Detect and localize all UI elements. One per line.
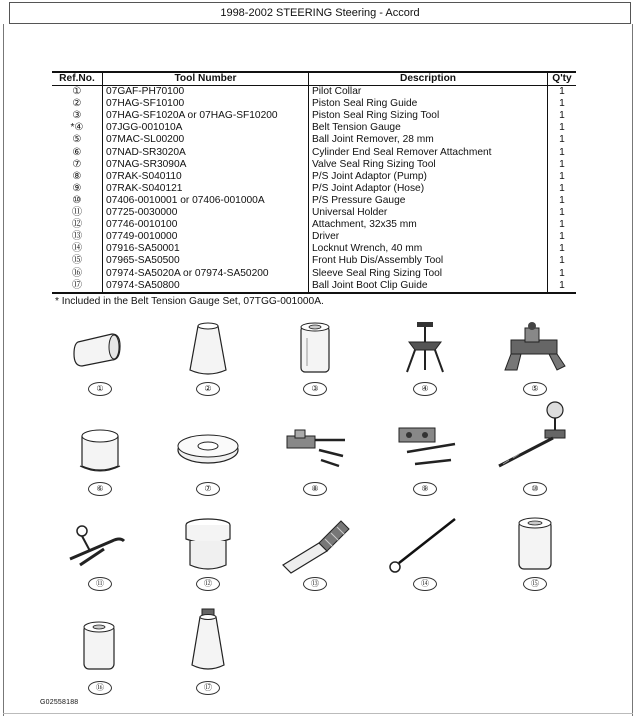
tool-illustration-2 — [168, 320, 248, 430]
table-row — [52, 207, 576, 219]
qty-cell: 1 — [559, 146, 565, 158]
description-cell: P/S Pressure Gauge — [309, 195, 548, 207]
tool-illustration-14 — [385, 515, 465, 625]
label-2: ② — [196, 382, 220, 396]
table-row — [52, 134, 576, 146]
table-row — [52, 98, 576, 110]
ref-cell: ⑰ — [52, 280, 103, 293]
header-tool-number: Tool Number — [103, 72, 309, 86]
ref-cell: ⑧ — [52, 171, 103, 183]
qty-cell: 1 — [559, 158, 565, 170]
ref-cell: ⑥ — [52, 147, 103, 159]
tool-number-cell: 07HAG-SF10100 — [103, 98, 309, 110]
qty-cell: 1 — [559, 122, 565, 134]
table-row — [52, 122, 576, 134]
description-cell: Belt Tension Gauge — [309, 122, 548, 134]
ball-joint-remover-icon — [495, 320, 575, 380]
table-row — [52, 243, 576, 255]
belt-tension-gauge-icon — [385, 320, 465, 380]
tool-number-cell: 07MAC-SL00200 — [103, 134, 309, 146]
qty-cell: 1 — [559, 170, 565, 182]
tool-illustration-8 — [275, 420, 355, 530]
qty-cell: 1 — [559, 231, 565, 243]
qty-cell: 1 — [559, 182, 565, 194]
qty-cell: 1 — [559, 98, 565, 110]
description-cell: Driver — [309, 231, 548, 243]
table-body — [52, 86, 576, 293]
label-6: ⑥ — [88, 482, 112, 496]
qty-cell: 1 — [559, 243, 565, 255]
sizing-tool-cylinder-icon — [275, 320, 355, 380]
ref-cell: ② — [52, 98, 103, 110]
table-row — [52, 195, 576, 207]
description-cell: Attachment, 32x35 mm — [309, 219, 548, 231]
right-border — [632, 24, 633, 716]
ref-cell: ⑩ — [52, 195, 103, 207]
table-row — [52, 159, 576, 171]
tool-illustration-11 — [60, 515, 140, 625]
description-cell: Pilot Collar — [309, 86, 548, 99]
tool-number-cell: 07749-0010000 — [103, 231, 309, 243]
ref-cell: ⑦ — [52, 159, 103, 171]
ref-cell: ⑪ — [52, 207, 103, 219]
qty-cell: 1 — [559, 207, 565, 219]
sleeve-sizing-tool-icon — [60, 615, 140, 675]
label-10: ⑩ — [523, 482, 547, 496]
tool-illustration-16 — [60, 615, 140, 725]
description-cell: Ball Joint Boot Clip Guide — [309, 280, 548, 293]
qty-cell: 1 — [559, 86, 565, 98]
table-row — [52, 280, 576, 293]
tool-illustration-3 — [275, 320, 355, 430]
page-header: 1998-2002 STEERING Steering - Accord — [9, 2, 631, 24]
tool-illustration-17 — [168, 605, 248, 715]
table-row — [52, 86, 576, 99]
ref-cell: ⑯ — [52, 268, 103, 280]
ref-cell: ⑬ — [52, 231, 103, 243]
qty-cell: 1 — [559, 267, 565, 279]
table-row — [52, 231, 576, 243]
qty-cell: 1 — [548, 280, 577, 293]
tool-illustration-13 — [275, 515, 355, 625]
left-border — [3, 24, 4, 716]
boot-clip-guide-icon — [168, 605, 248, 675]
ref-cell: ③ — [52, 110, 103, 122]
label-15: ⑮ — [523, 577, 547, 591]
locknut-wrench-icon — [385, 515, 465, 575]
tool-number-cell: 07RAK-S040110 — [103, 171, 309, 183]
description-cell: Piston Seal Ring Guide — [309, 98, 548, 110]
label-17: ⑰ — [196, 681, 220, 695]
header-qty: Q'ty — [548, 72, 577, 86]
tool-number-cell: 07406-0010001 or 07406-001000A — [103, 195, 309, 207]
table-row — [52, 171, 576, 183]
ref-cell: ⑭ — [52, 243, 103, 255]
tool-number-cell: 07HAG-SF1020A or 07HAG-SF10200 — [103, 110, 309, 122]
hub-tool-icon — [495, 515, 575, 575]
label-11: ⑪ — [88, 577, 112, 591]
ref-cell: ⑤ — [52, 134, 103, 146]
figure-code: G02558188 — [40, 699, 79, 706]
tool-number-cell: 07916-SA50001 — [103, 243, 309, 255]
label-13: ⑬ — [303, 577, 327, 591]
seal-remover-attachment-icon — [60, 420, 140, 480]
description-cell: Universal Holder — [309, 207, 548, 219]
tool-illustration-10 — [495, 400, 575, 510]
description-cell: P/S Joint Adaptor (Pump) — [309, 171, 548, 183]
description-cell: P/S Joint Adaptor (Hose) — [309, 183, 548, 195]
valve-seal-sizing-ring-icon — [168, 420, 248, 480]
label-9: ⑨ — [413, 482, 437, 496]
label-5: ⑤ — [523, 382, 547, 396]
tool-number-cell: 07NAD-SR3020A — [103, 147, 309, 159]
qty-cell: 1 — [559, 110, 565, 122]
table-row — [52, 147, 576, 159]
description-cell: Locknut Wrench, 40 mm — [309, 243, 548, 255]
tool-number-cell: 07725-0030000 — [103, 207, 309, 219]
description-cell: Cylinder End Seal Remover Attachment — [309, 147, 548, 159]
description-cell: Piston Seal Ring Sizing Tool — [309, 110, 548, 122]
tool-number-cell: 07974-SA5020A or 07974-SA50200 — [103, 268, 309, 280]
ref-cell: ⑨ — [52, 183, 103, 195]
tool-table — [52, 71, 576, 294]
joint-adaptor-pump-icon — [275, 420, 355, 480]
table-row — [52, 268, 576, 280]
tool-number-cell: 07GAF-PH70100 — [103, 86, 309, 99]
tool-number-cell: 07965-SA50500 — [103, 255, 309, 267]
qty-cell: 1 — [559, 219, 565, 231]
qty-cell: 1 — [559, 255, 565, 267]
ref-cell: ① — [52, 86, 103, 99]
pressure-gauge-icon — [495, 400, 575, 480]
tool-illustration-15 — [495, 515, 575, 625]
table-row — [52, 110, 576, 122]
driver-icon — [275, 515, 355, 575]
label-12: ⑫ — [196, 577, 220, 591]
tool-number-cell: 07RAK-S040121 — [103, 183, 309, 195]
universal-holder-icon — [60, 515, 140, 575]
description-cell: Front Hub Dis/Assembly Tool — [309, 255, 548, 267]
qty-cell: 1 — [559, 134, 565, 146]
footnote: * Included in the Belt Tension Gauge Set, 07TGG-001000A. — [55, 296, 324, 307]
tool-number-cell: 07746-0010100 — [103, 219, 309, 231]
table-row — [52, 183, 576, 195]
tool-number-cell: 07NAG-SR3090A — [103, 159, 309, 171]
tool-illustration-1 — [60, 320, 140, 430]
header-description: Description — [309, 72, 548, 86]
attachment-icon — [168, 515, 248, 575]
label-7: ⑦ — [196, 482, 220, 496]
label-3: ③ — [303, 382, 327, 396]
label-16: ⑯ — [88, 681, 112, 695]
seal-guide-cone-icon — [168, 320, 248, 380]
tool-illustration-6 — [60, 420, 140, 530]
tool-number-cell: 07974-SA50800 — [103, 280, 309, 293]
label-1: ① — [88, 382, 112, 396]
table-row — [52, 255, 576, 267]
table-header-row — [52, 72, 576, 86]
tool-illustration-4 — [385, 320, 465, 430]
header-ref: Ref.No. — [52, 72, 103, 86]
tool-number-cell: 07JGG-001010A — [103, 122, 309, 134]
qty-cell: 1 — [559, 194, 565, 206]
label-4: ④ — [413, 382, 437, 396]
description-cell: Ball Joint Remover, 28 mm — [309, 134, 548, 146]
pilot-collar-icon — [60, 320, 140, 380]
tool-illustration-7 — [168, 420, 248, 530]
table-row — [52, 219, 576, 231]
description-cell: Valve Seal Ring Sizing Tool — [309, 159, 548, 171]
joint-adaptor-hose-icon — [385, 420, 465, 480]
tool-illustration-9 — [385, 420, 465, 530]
ref-cell: ⑫ — [52, 219, 103, 231]
label-8: ⑧ — [303, 482, 327, 496]
ref-cell: ⑮ — [52, 255, 103, 267]
description-cell: Sleeve Seal Ring Sizing Tool — [309, 268, 548, 280]
ref-cell: *④ — [52, 122, 103, 134]
label-14: ⑭ — [413, 577, 437, 591]
